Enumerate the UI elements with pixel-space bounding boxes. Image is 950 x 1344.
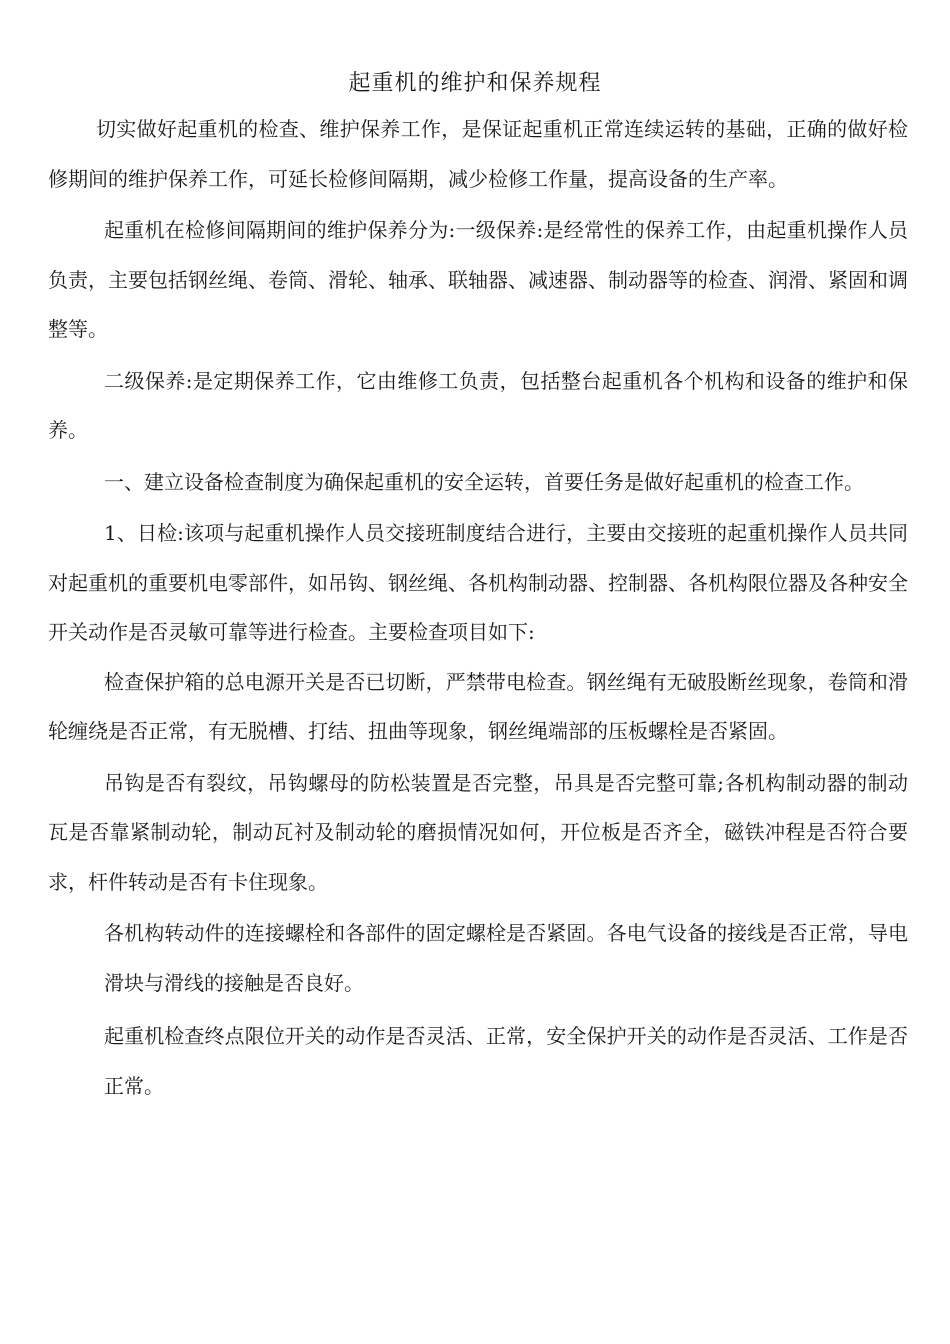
paragraph-bolt-electrical-check: 各机构转动件的连接螺栓和各部件的固定螺栓是否紧固。各电气设备的接线是否正常，导电滑块与滑线的接触是否良好。 xyxy=(104,921,908,995)
document-body xyxy=(48,105,908,1111)
paragraph-intro: 切实做好起重机的检查、维护保养工作，是保证起重机正常连续运转的基础，正确的做好检修期间的维护保养工作，可延长检修间隔期，减少检修工作量，提高设备的生产率。 xyxy=(48,117,908,191)
paragraph-maintenance-levels: 起重机在检修间隔期间的维护保养分为:一级保养:是经常性的保养工作，由起重机操作人员负责，主要包括钢丝绳、卷筒、滑轮、轴承、联轴器、减速器、制动器等的检查、润滑、紧固和调整等。 xyxy=(48,218,908,341)
paragraph-hook-brake-check: 吊钩是否有裂纹，吊钩螺母的防松装置是否完整，吊具是否完整可靠;各机构制动器的制动瓦是否靠紧制动轮，制动瓦衬及制动轮的磨损情况如何，开位板是否齐全，磁铁冲程是否符合要求，杆件转动是否有卡住现象。 xyxy=(48,770,908,894)
document-title: 起重机的维护和保养规程 xyxy=(348,71,602,96)
paragraph-limit-switch-check: 起重机检查终点限位开关的动作是否灵活、正常，安全保护开关的动作是否灵活、工作是否正常。 xyxy=(104,1024,908,1098)
paragraph-second-level: 二级保养:是定期保养工作，它由维修工负责，包括整台起重机各个机构和设备的维护和保养。 xyxy=(48,368,908,442)
paragraph-section-one: 一、建立设备检查制度为确保起重机的安全运转，首要任务是做好起重机的检查工作。 xyxy=(104,469,864,494)
paragraph-power-rope-check: 检查保护箱的总电源开关是否已切断，严禁带电检查。钢丝绳有无破股断丝现象，卷筒和滑轮缠绕是否正常，有无脱槽、打结、扭曲等现象，钢丝绳端部的压板螺栓是否紧固。 xyxy=(48,669,908,743)
paragraph-daily-check: 1、日检:该项与起重机操作人员交接班制度结合进行，主要由交接班的起重机操作人员共同对起重机的重要机电零部件，如吊钩、钢丝绳、各机构制动器、控制器、各机构限位器及各种安全开关动作是否灵敏可靠等进行检查。主要检查项目如下: xyxy=(48,521,908,644)
